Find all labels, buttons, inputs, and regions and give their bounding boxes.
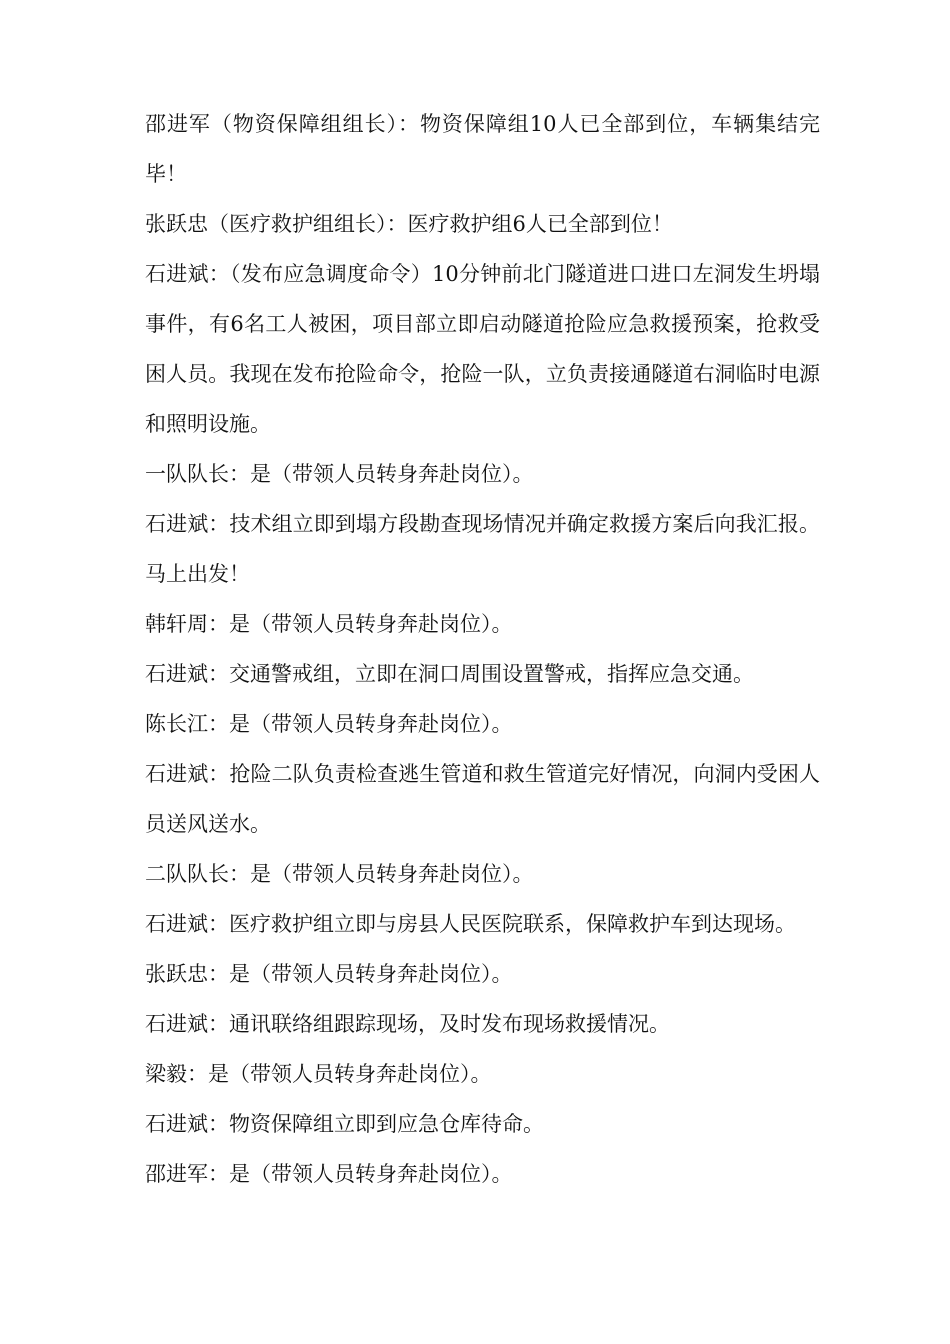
- document-body: [145, 99, 820, 1199]
- paragraph-traffic-order: 石进斌：交通警戒组，立即在洞口周围设置警戒，指挥应急交通。: [145, 662, 754, 686]
- paragraph-medical-order: 石进斌：医疗救护组立即与房县人民医院联系，保障救护车到达现场。: [145, 912, 796, 936]
- paragraph-team2-reply: 二队队长：是（带领人员转身奔赴岗位）。: [145, 862, 534, 886]
- paragraph-medical-reply: 张跃忠：是（带领人员转身奔赴岗位）。: [145, 962, 513, 986]
- paragraph-medical-leader-report: 张跃忠（医疗救护组组长）：医疗救护组6人已全部到位！: [145, 212, 673, 236]
- paragraph-team1-reply: 一队队长：是（带领人员转身奔赴岗位）。: [145, 462, 534, 486]
- paragraph-tech-group-reply: 韩轩周：是（带领人员转身奔赴岗位）。: [145, 612, 513, 636]
- paragraph-communication-reply: 梁毅：是（带领人员转身奔赴岗位）。: [145, 1062, 492, 1086]
- paragraph-emergency-command: 石进斌：（发布应急调度命令）10分钟前北门隧道进口进口左洞发生坍塌事件，有6名工人被困，项目部立即启动隧道抢险应急救援预案，抢救受困人员。我现在发布抢险命令，抢险一队，立负责接通隧道右洞临时电源和照明设施。: [145, 262, 820, 436]
- paragraph-tech-group-order: 石进斌：技术组立即到塌方段勘查现场情况并确定救援方案后向我汇报。马上出发！: [145, 512, 820, 586]
- paragraph-traffic-reply: 陈长江：是（带领人员转身奔赴岗位）。: [145, 712, 513, 736]
- paragraph-material-reply: 邵进军：是（带领人员转身奔赴岗位）。: [145, 1162, 513, 1186]
- paragraph-material-order: 石进斌：物资保障组立即到应急仓库待命。: [145, 1112, 544, 1136]
- paragraph-material-leader-report: 邵进军（物资保障组组长）：物资保障组10人已全部到位，车辆集结完毕！: [145, 112, 820, 186]
- paragraph-team2-order: 石进斌：抢险二队负责检查逃生管道和救生管道完好情况，向洞内受困人员送风送水。: [145, 762, 820, 836]
- paragraph-communication-order: 石进斌：通讯联络组跟踪现场，及时发布现场救援情况。: [145, 1012, 670, 1036]
